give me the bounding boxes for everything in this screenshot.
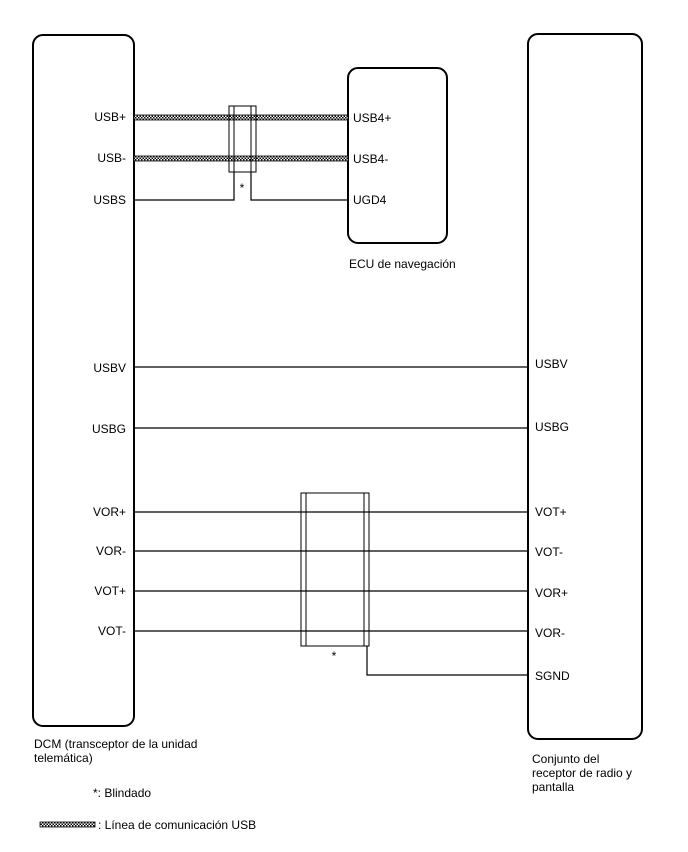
- radio-pin-sgnd: SGND: [535, 669, 570, 683]
- dcm-pin-usbv: USBV: [93, 361, 126, 375]
- dcm-name-line2: telemática): [34, 751, 93, 765]
- radio-pin-vor-plus: VOR+: [535, 586, 569, 600]
- dcm-pin-usb-minus: USB-: [97, 151, 126, 165]
- dcm-pin-vot-plus: VOT+: [94, 584, 126, 598]
- sgnd-drain-wire: [367, 646, 528, 675]
- radio-name-line1: Conjunto del: [532, 752, 600, 766]
- dcm-pin-vot-minus: VOT-: [97, 624, 126, 638]
- nav-pin-usb4-minus: USB4-: [353, 152, 389, 166]
- radio-name-line3: pantalla: [532, 780, 575, 794]
- dcm-pin-vor-plus: VOR+: [92, 505, 126, 519]
- radio-pin-usbv: USBV: [535, 357, 568, 371]
- dcm-pin-vor-minus: VOR-: [96, 544, 126, 558]
- dcm-pin-usbg: USBG: [91, 422, 126, 436]
- radio-pin-vot-minus: VOT-: [535, 545, 564, 559]
- usb-minus-line: [134, 156, 348, 161]
- usb-plus-line: [134, 115, 348, 120]
- legend-shield: *: Blindado: [93, 786, 152, 800]
- dcm-box: [33, 35, 134, 726]
- legend-usb-line: : Línea de comunicación USB: [98, 818, 257, 832]
- video-shield: [301, 493, 369, 646]
- radio-pin-usbg: USBG: [535, 420, 570, 434]
- nav-ecu-name: ECU de navegación: [349, 257, 456, 271]
- radio-pin-vot-plus: VOT+: [535, 505, 567, 519]
- usbs-drain-wire: [134, 172, 234, 200]
- nav-pin-ugd4: UGD4: [353, 193, 387, 207]
- nav-pin-usb4-plus: USB4+: [353, 111, 392, 125]
- video-shield-mark: *: [331, 649, 337, 663]
- dcm-name-line1: DCM (transceptor de la unidad: [34, 737, 198, 751]
- radio-pin-vor-minus: VOR-: [535, 626, 565, 640]
- radio-name-line2: receptor de radio y: [532, 766, 633, 780]
- ugd4-drain-wire: [251, 172, 348, 200]
- dcm-pin-usb-plus: USB+: [94, 110, 126, 124]
- dcm-pin-usbs: USBS: [93, 193, 126, 207]
- usb-shield-mark: *: [239, 181, 245, 195]
- legend-usb-swatch: [40, 822, 95, 827]
